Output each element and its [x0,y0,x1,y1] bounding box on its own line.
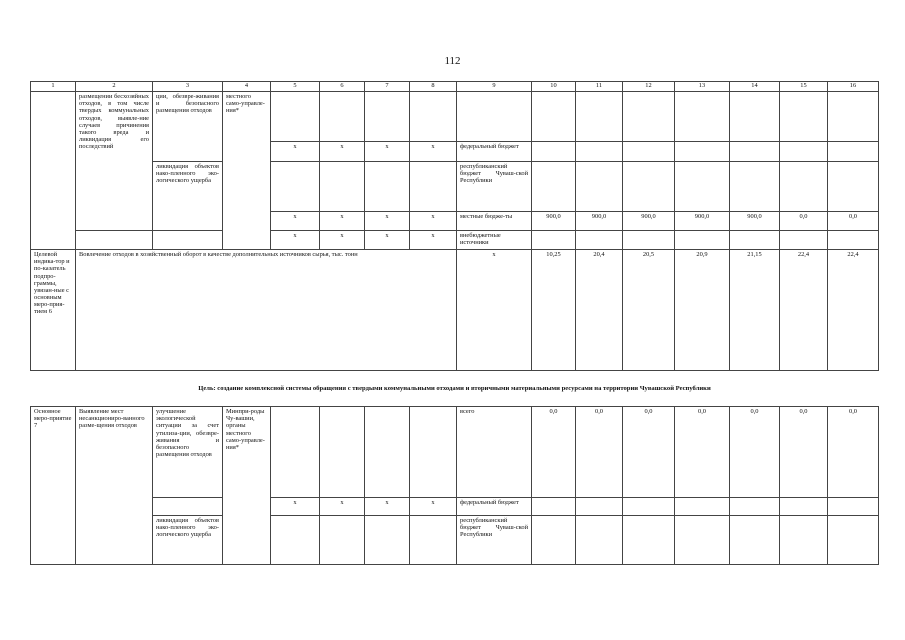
cell-empty [365,407,410,498]
value-cell: 900,0 [532,212,576,231]
code-cell: x [320,498,365,516]
cell-empty [576,498,623,516]
cell-empty [320,516,365,565]
cell-empty [623,516,675,565]
header-cell: 1 [31,82,76,92]
result-text: ции, обезвре-живания и безопасного размещения отходов [153,92,223,162]
value-cell: 10,25 [532,250,576,371]
cell-empty [623,92,675,142]
funding-source: местные бюдже-ты [457,212,532,231]
value-cell: 20,4 [576,250,623,371]
table-row [31,162,879,212]
header-row [31,82,879,92]
cell-empty [730,142,780,162]
cell-empty [410,162,457,212]
cell-empty [320,407,365,498]
cell-empty [675,162,730,212]
code-cell: x [365,142,410,162]
cell-empty [780,92,828,142]
cell-empty [365,162,410,212]
cell-empty [271,92,320,142]
value-cell: 22,4 [828,250,879,371]
cell-empty [730,516,780,565]
header-cell: 3 [153,82,223,92]
cell-empty [828,516,879,565]
value-cell: 900,0 [623,212,675,231]
value-cell: 900,0 [576,212,623,231]
header-cell: 10 [532,82,576,92]
cell-empty [828,142,879,162]
cell-empty [532,498,576,516]
code-cell: x [410,231,457,250]
indicator-row [31,250,879,371]
cell-empty [576,92,623,142]
cell-empty [271,407,320,498]
value-cell: 0,0 [828,407,879,498]
cell-empty [780,498,828,516]
value-cell: 0,0 [675,407,730,498]
cell-empty [828,162,879,212]
code-cell: x [365,212,410,231]
goal-row [31,371,879,407]
cell-empty [365,92,410,142]
code-cell: x [410,212,457,231]
value-cell: 0,0 [576,407,623,498]
cell-empty [532,516,576,565]
cell-empty [532,92,576,142]
cell-empty [153,498,223,516]
cell-empty [828,498,879,516]
indicator-label: Целевой индика-тор и по-казатель подпро-граммы, увязан-ные с основным меро-прия-тием 6 [31,250,76,371]
cell-empty [410,407,457,498]
code-cell: x [457,250,532,371]
code-cell: x [320,142,365,162]
cell-empty [675,92,730,142]
cell-empty [271,162,320,212]
cell-empty [271,516,320,565]
header-cell: 14 [730,82,780,92]
cell-empty [623,162,675,212]
table-row [31,407,879,498]
cell-empty [780,142,828,162]
cell-empty [675,516,730,565]
event-description: размещении бесхозяйных отходов, в том числе твердых коммунальных отходов, выявле-ние случаев причинения такого вреда и ликвидация его последствий [76,92,153,231]
cell-empty [780,231,828,250]
value-cell: 0,0 [730,407,780,498]
goal-heading: Цель: создание комплексной системы обращения с твердыми коммунальными отходами и вторичными материальными ресурсами на территории Чувашской Республики [31,371,879,407]
table-row [31,92,879,142]
value-cell: 0,0 [532,407,576,498]
cell-empty [730,92,780,142]
result-text: ликвидация объектов нако-пленного эко-логического ущерба [153,162,223,231]
table-row [31,231,879,250]
funding-source: республиканский бюджет Чуваш-ской Республики [457,516,532,565]
cell-empty [532,162,576,212]
event-description: Выявление мест несанкциониро-ванного разме-щения отходов [76,407,153,565]
cell-empty [153,231,223,250]
value-cell: 900,0 [730,212,780,231]
code-cell: x [365,231,410,250]
cell-empty [780,162,828,212]
cell-empty [410,92,457,142]
header-cell: 7 [365,82,410,92]
cell-empty [623,498,675,516]
code-cell: x [271,142,320,162]
program-table [30,81,879,565]
header-cell: 12 [623,82,675,92]
header-cell: 6 [320,82,365,92]
code-cell: x [410,142,457,162]
value-cell: 0,0 [623,407,675,498]
cell-empty [576,162,623,212]
cell-empty [457,92,532,142]
responsible-executor: Минпри-роды Чу-вашии, органы местного само-управле-ния* [223,407,271,565]
cell-empty [576,231,623,250]
value-cell: 0,0 [780,407,828,498]
funding-source: внебюджетные источники [457,231,532,250]
cell-empty [31,92,76,250]
cell-empty [675,498,730,516]
code-cell: x [320,231,365,250]
cell-empty [410,516,457,565]
value-cell: 20,9 [675,250,730,371]
cell-empty [576,142,623,162]
funding-source: республиканский бюджет Чуваш-ской Республики [457,162,532,212]
cell-empty [730,498,780,516]
value-cell: 900,0 [675,212,730,231]
cell-empty [828,92,879,142]
responsible-executor: местного само-управле-ния* [223,92,271,250]
header-cell: 11 [576,82,623,92]
value-cell: 20,5 [623,250,675,371]
code-cell: x [271,231,320,250]
header-cell: 13 [675,82,730,92]
header-cell: 5 [271,82,320,92]
cell-empty [365,516,410,565]
cell-empty [320,162,365,212]
cell-empty [576,516,623,565]
code-cell: x [410,498,457,516]
main-event-label: Основное меро-приятие 7 [31,407,76,565]
cell-empty [532,231,576,250]
cell-empty [623,142,675,162]
cell-empty [76,231,153,250]
table-row [31,516,879,565]
table-row [31,498,879,516]
page-number: 112 [444,55,461,67]
value-cell: 21,15 [730,250,780,371]
value-cell: 0,0 [828,212,879,231]
header-cell: 2 [76,82,153,92]
cell-empty [828,231,879,250]
result-text: ликвидация объектов нако-пленного эко-логического ущерба [153,516,223,565]
cell-empty [675,231,730,250]
header-cell: 4 [223,82,271,92]
funding-source: всего [457,407,532,498]
header-cell: 8 [410,82,457,92]
cell-empty [623,231,675,250]
header-cell: 9 [457,82,532,92]
indicator-text: Вовлечение отходов в хозяйственный оборот в качестве дополнительных источников сырья, тыс. тонн [76,250,457,371]
header-cell: 16 [828,82,879,92]
code-cell: x [320,212,365,231]
value-cell: 0,0 [780,212,828,231]
cell-empty [730,162,780,212]
funding-source: федеральный бюджет [457,142,532,162]
header-cell: 15 [780,82,828,92]
code-cell: x [271,212,320,231]
cell-empty [780,516,828,565]
cell-empty [532,142,576,162]
funding-source: федеральный бюджет [457,498,532,516]
code-cell: x [365,498,410,516]
cell-empty [730,231,780,250]
result-text: улучшение экологической ситуации за счет утилиза-ции, обезвре-живания и безопасного размещения отходов [153,407,223,498]
code-cell: x [271,498,320,516]
cell-empty [320,92,365,142]
value-cell: 22,4 [780,250,828,371]
cell-empty [675,142,730,162]
